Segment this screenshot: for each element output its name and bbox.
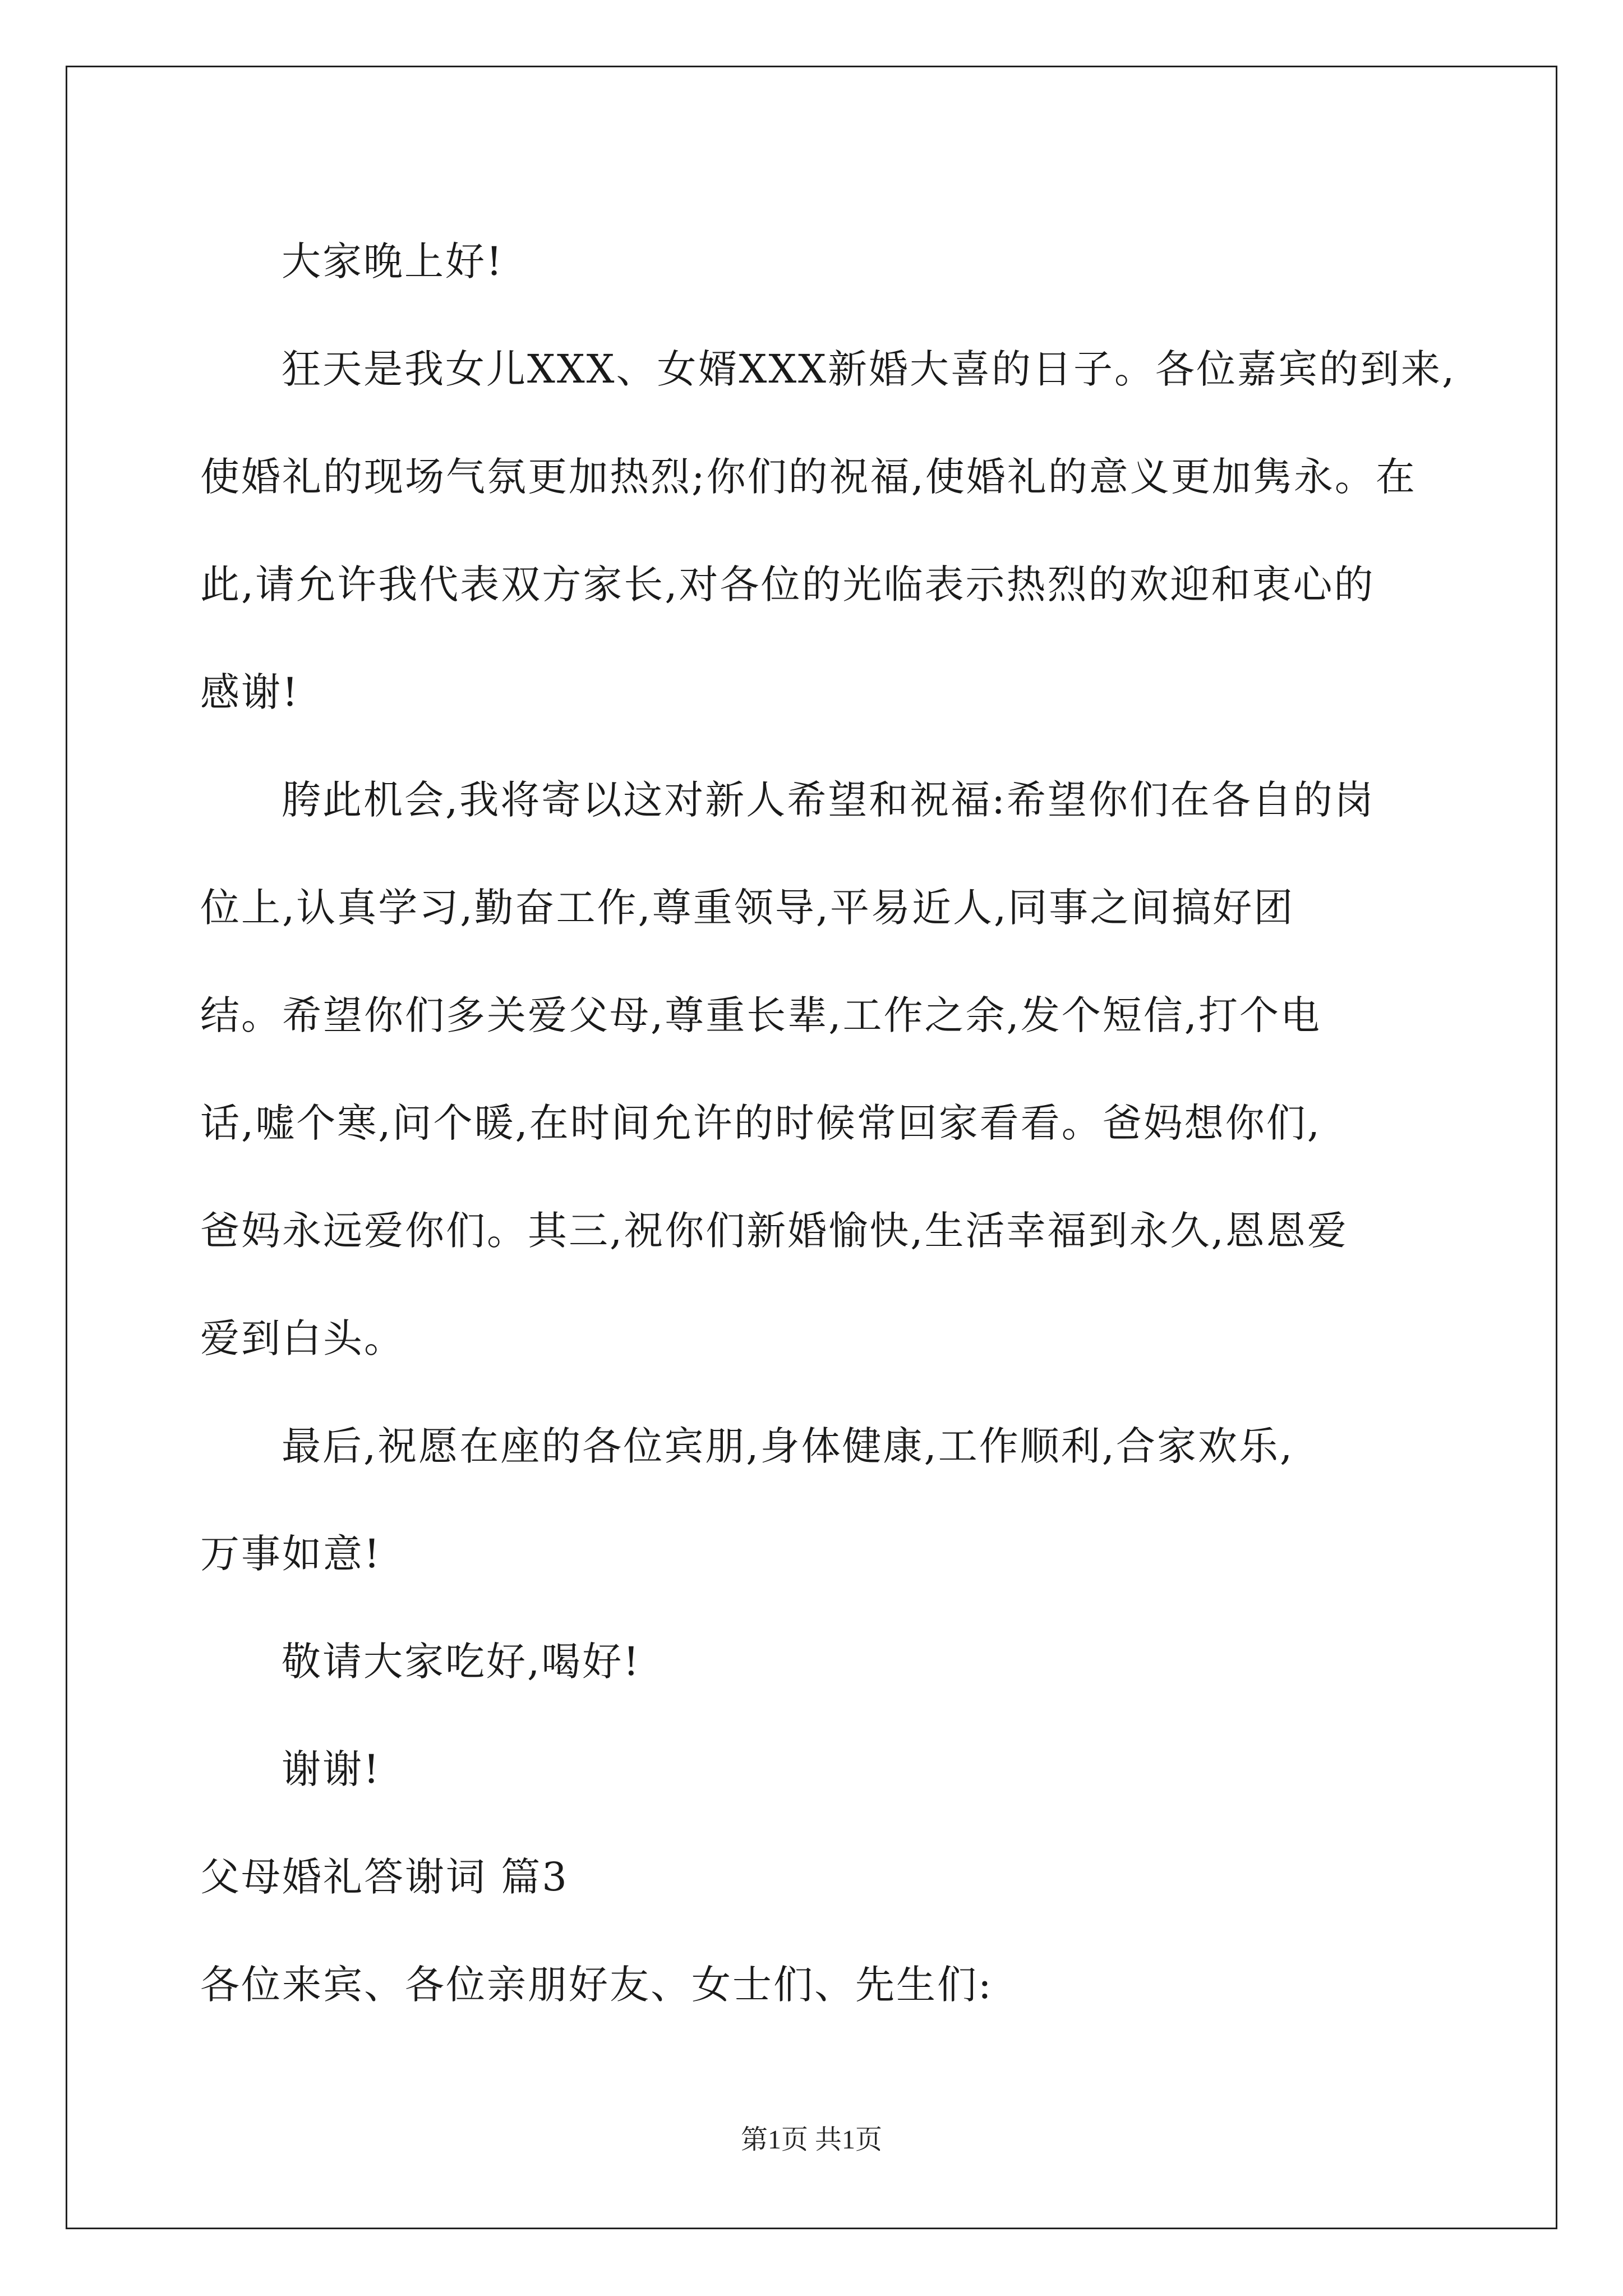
paragraph-line: 爱到白头。 bbox=[200, 1315, 405, 1361]
salutation-line: 各位来宾、各位亲朋好友、女士们、先生们: bbox=[200, 1962, 993, 2008]
paragraph-line: 敬请大家吃好,喝好! bbox=[282, 1639, 641, 1685]
section-heading: 父母婚礼答谢词 篇3 bbox=[200, 1854, 569, 1900]
paragraph-line: 结。希望你们多关爱父母,尊重长辈,工作之余,发个短信,打个电 bbox=[200, 992, 1322, 1038]
closing-line: 谢谢! bbox=[282, 1746, 381, 1792]
paragraph-line: 爸妈永远爱你们。其三,祝你们新婚愉快,生活幸福到永久,恩恩爱 bbox=[200, 1208, 1348, 1254]
greeting-line: 大家晚上好! bbox=[282, 238, 504, 284]
paragraph-line: 此,请允许我代表双方家长,对各位的光临表示热烈的欢迎和衷心的 bbox=[200, 562, 1375, 608]
paragraph-line: 狂天是我女儿XXX、女婿XXX新婚大喜的日子。各位嘉宾的到来, bbox=[282, 346, 1456, 392]
paragraph-line: 话,嘘个寒,问个暖,在时间允许的时候常回家看看。爸妈想你们, bbox=[200, 1100, 1322, 1146]
paragraph-line: 万事如意! bbox=[200, 1531, 382, 1577]
page-number-footer: 第1页 共1页 bbox=[740, 2125, 882, 2155]
paragraph-line: 胯此机会,我将寄以这对新人希望和祝福:希望你们在各自的岗 bbox=[282, 777, 1375, 823]
paragraph-line: 最后,祝愿在座的各位宾朋,身体健康,工作顺利,合家欢乐, bbox=[282, 1423, 1294, 1469]
paragraph-line: 感谢! bbox=[200, 669, 300, 715]
document-body bbox=[200, 208, 1456, 2039]
paragraph-line: 使婚礼的现场气氛更加热烈;你们的祝福,使婚礼的意义更加隽永。在 bbox=[200, 454, 1417, 500]
paragraph-line: 位上,认真学习,勤奋工作,尊重领导,平易近人,同事之间搞好团 bbox=[200, 885, 1295, 931]
